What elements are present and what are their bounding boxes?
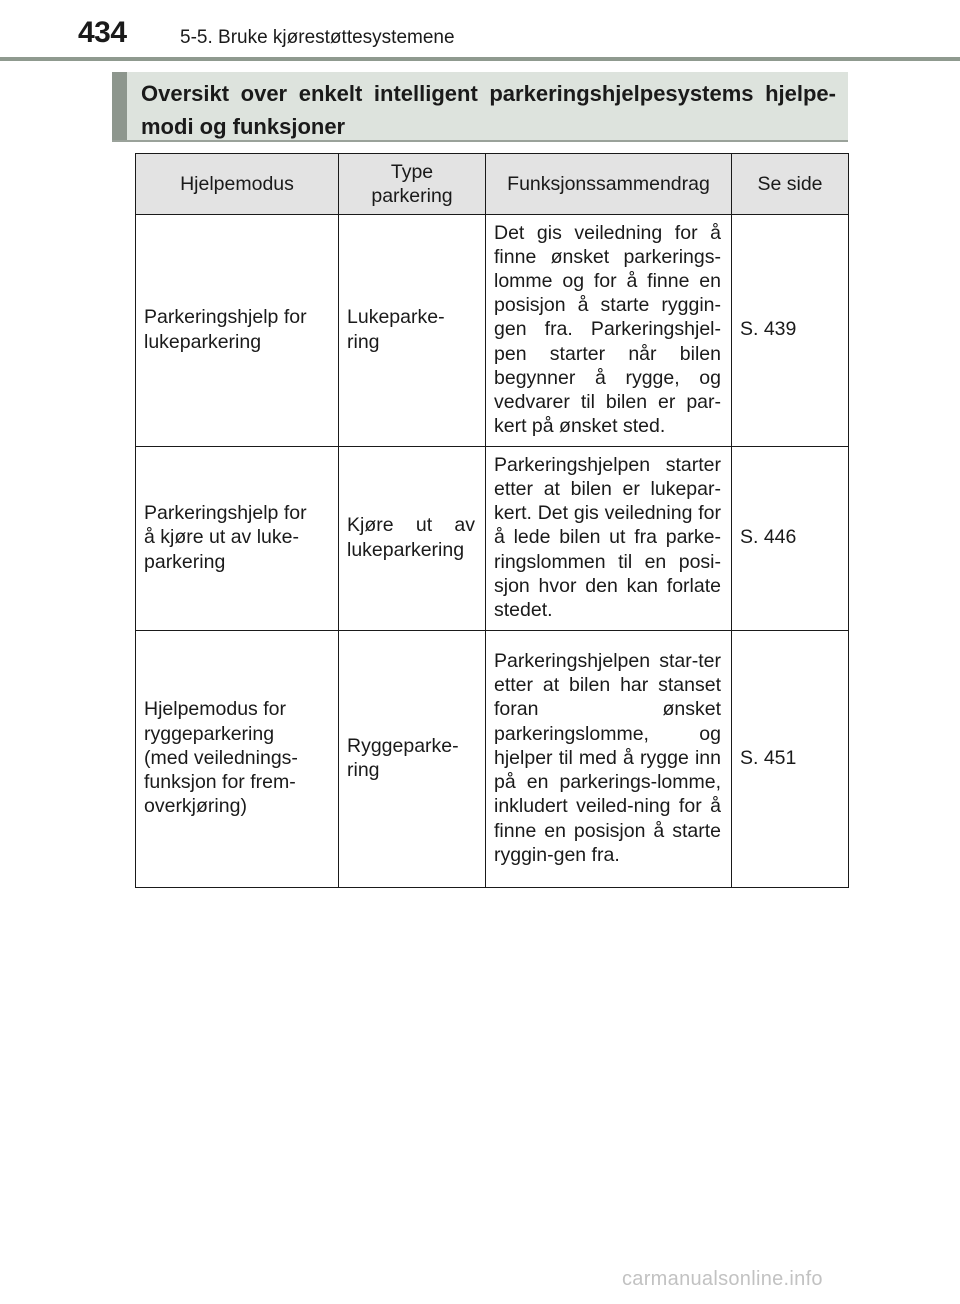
mode-cell: Hjelpemodus for ryggeparkering (med veilednings- funksjon for frem- overkjøring) [136,631,339,888]
assist-modes-table [135,153,849,888]
table-header-row [136,154,849,215]
header-divider [0,57,960,61]
summary-cell: Parkeringshjelpen star-ter etter at bilen har stanset foran ønsket parkeringslomme, og hjelper til med å rygge inn på en parkerings-lomme, inkludert veiled-ning for å finne en posisjon å starte ryggin-gen fra. [486,631,732,888]
column-header-summary: Funksjonssammendrag [486,154,732,215]
table-row [136,215,849,447]
heading-underline [112,140,848,142]
page-number: 434 [78,16,127,49]
section-heading: Oversikt over enkelt intelligent parkeringshjelpesystems hjelpe-modi og funksjoner [112,72,848,140]
summary-cell: Det gis veiledning for å finne ønsket parkerings-lomme og for å finne en posisjon å starte ryggin-gen fra. Parkeringshjel-pen starter når bilen begynner å rygge, og vedvarer til bilen er par-kert på ønsket sted. [486,215,732,447]
summary-cell: Parkeringshjelpen starter etter at bilen er lukepar-kert. Det gis veiledning for å lede bilen ut fra parke-ringslommen til en posi-sjon hvor den kan forlate stedet. [486,447,732,631]
section-title: 5-5. Bruke kjørestøttesystemene [180,27,455,48]
column-header-page: Se side [732,154,849,215]
type-cell: Kjøre ut av lukeparkering [339,447,486,631]
page-ref-cell: S. 446 [732,447,849,631]
table-row [136,631,849,888]
watermark: carmanualsonline.info [622,1268,823,1290]
mode-cell: Parkeringshjelp for å kjøre ut av luke- parkering [136,447,339,631]
mode-cell: Parkeringshjelp for lukeparkering [136,215,339,447]
table-row [136,447,849,631]
page-ref-cell: S. 451 [732,631,849,888]
column-header-mode: Hjelpemodus [136,154,339,215]
type-cell: Ryggeparke- ring [339,631,486,888]
page-ref-cell: S. 439 [732,215,849,447]
column-header-type: Type parkering [339,154,486,215]
type-cell: Lukeparke- ring [339,215,486,447]
